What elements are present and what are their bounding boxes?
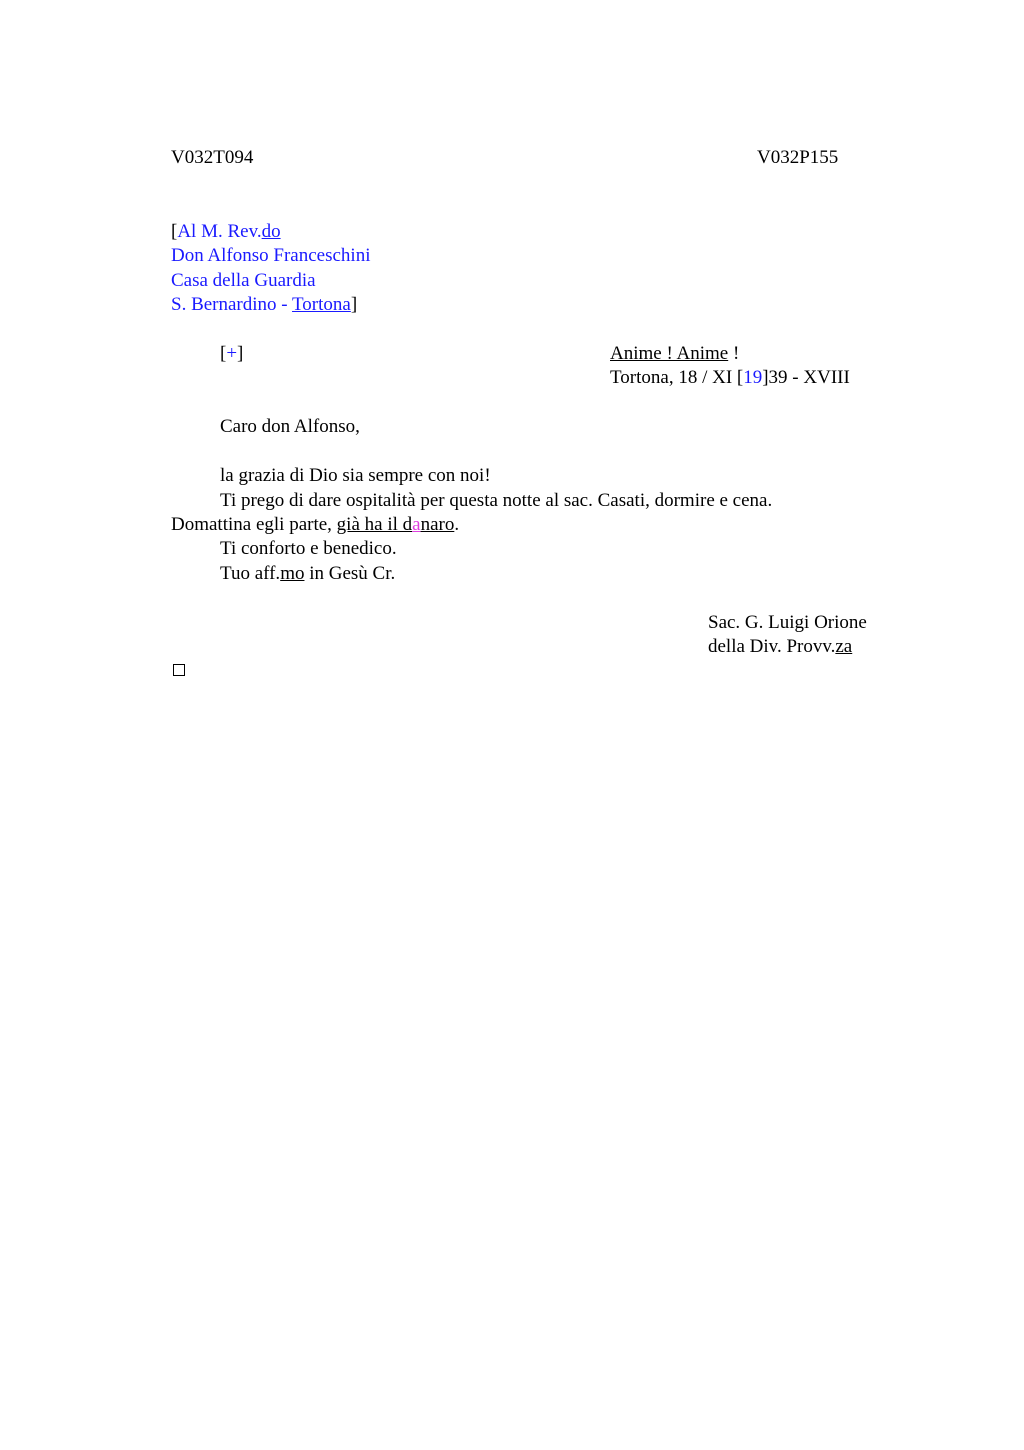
closing-abbrev: mo	[280, 563, 305, 584]
body-text: Domattina egli parte,	[171, 514, 337, 535]
signature-abbrev: za	[835, 636, 853, 657]
address-line-2: Don Alfonso Franceschini	[171, 245, 371, 266]
body-paragraph-1: la grazia di Dio sia sempre con noi!	[220, 465, 491, 486]
body-paragraph-2-cont	[171, 514, 459, 536]
dateline-a: Tortona, 18 / XI [	[610, 367, 744, 388]
end-marker-icon	[173, 664, 185, 676]
document-code-left: V032T094	[171, 147, 254, 168]
signature-text: della Div. Provv.	[708, 636, 836, 657]
address-title: Al M. Rev.	[177, 221, 262, 242]
address-place: S. Bernardino -	[171, 294, 293, 315]
signature-line-2	[708, 636, 852, 658]
bracket-close: ]	[350, 294, 358, 315]
closing-a: Tuo aff.	[220, 563, 281, 584]
cross-bracket-close: ]	[237, 343, 244, 364]
body-paragraph-3: Ti conforto e benedico.	[220, 538, 397, 559]
address-line-3: Casa della Guardia	[171, 270, 316, 291]
closing	[220, 563, 395, 585]
address-city: Tortona	[292, 294, 351, 315]
dateline-c: ]39 - XVIII	[762, 367, 850, 388]
cross-icon: +	[226, 343, 238, 364]
body-paragraph-2: Ti prego di dare ospitalità per questa notte al sac. Casati, dormire e cena.	[220, 490, 773, 511]
motto-rest: !	[728, 343, 740, 364]
address-title-abbrev: do	[261, 221, 281, 242]
address-line-4	[171, 294, 357, 316]
document-code-right: V032P155	[757, 147, 839, 168]
cross-bracket-open: [	[220, 343, 227, 364]
body-underlined-1: già ha il d	[336, 514, 413, 535]
motto	[610, 343, 739, 365]
closing-b: in Gesù Cr.	[304, 563, 396, 584]
salutation: Caro don Alfonso,	[220, 416, 360, 437]
bracket-open: [	[171, 221, 178, 242]
body-underlined-2: naro	[420, 514, 455, 535]
signature-line-1: Sac. G. Luigi Orione	[708, 612, 867, 633]
body-correction: a	[412, 514, 421, 535]
cross-mark	[220, 343, 243, 365]
body-period: .	[454, 514, 460, 535]
motto-underlined: Anime ! Anime	[610, 343, 729, 364]
dateline-century: 19	[743, 367, 763, 388]
address-line-1	[171, 221, 281, 243]
dateline	[610, 367, 850, 389]
